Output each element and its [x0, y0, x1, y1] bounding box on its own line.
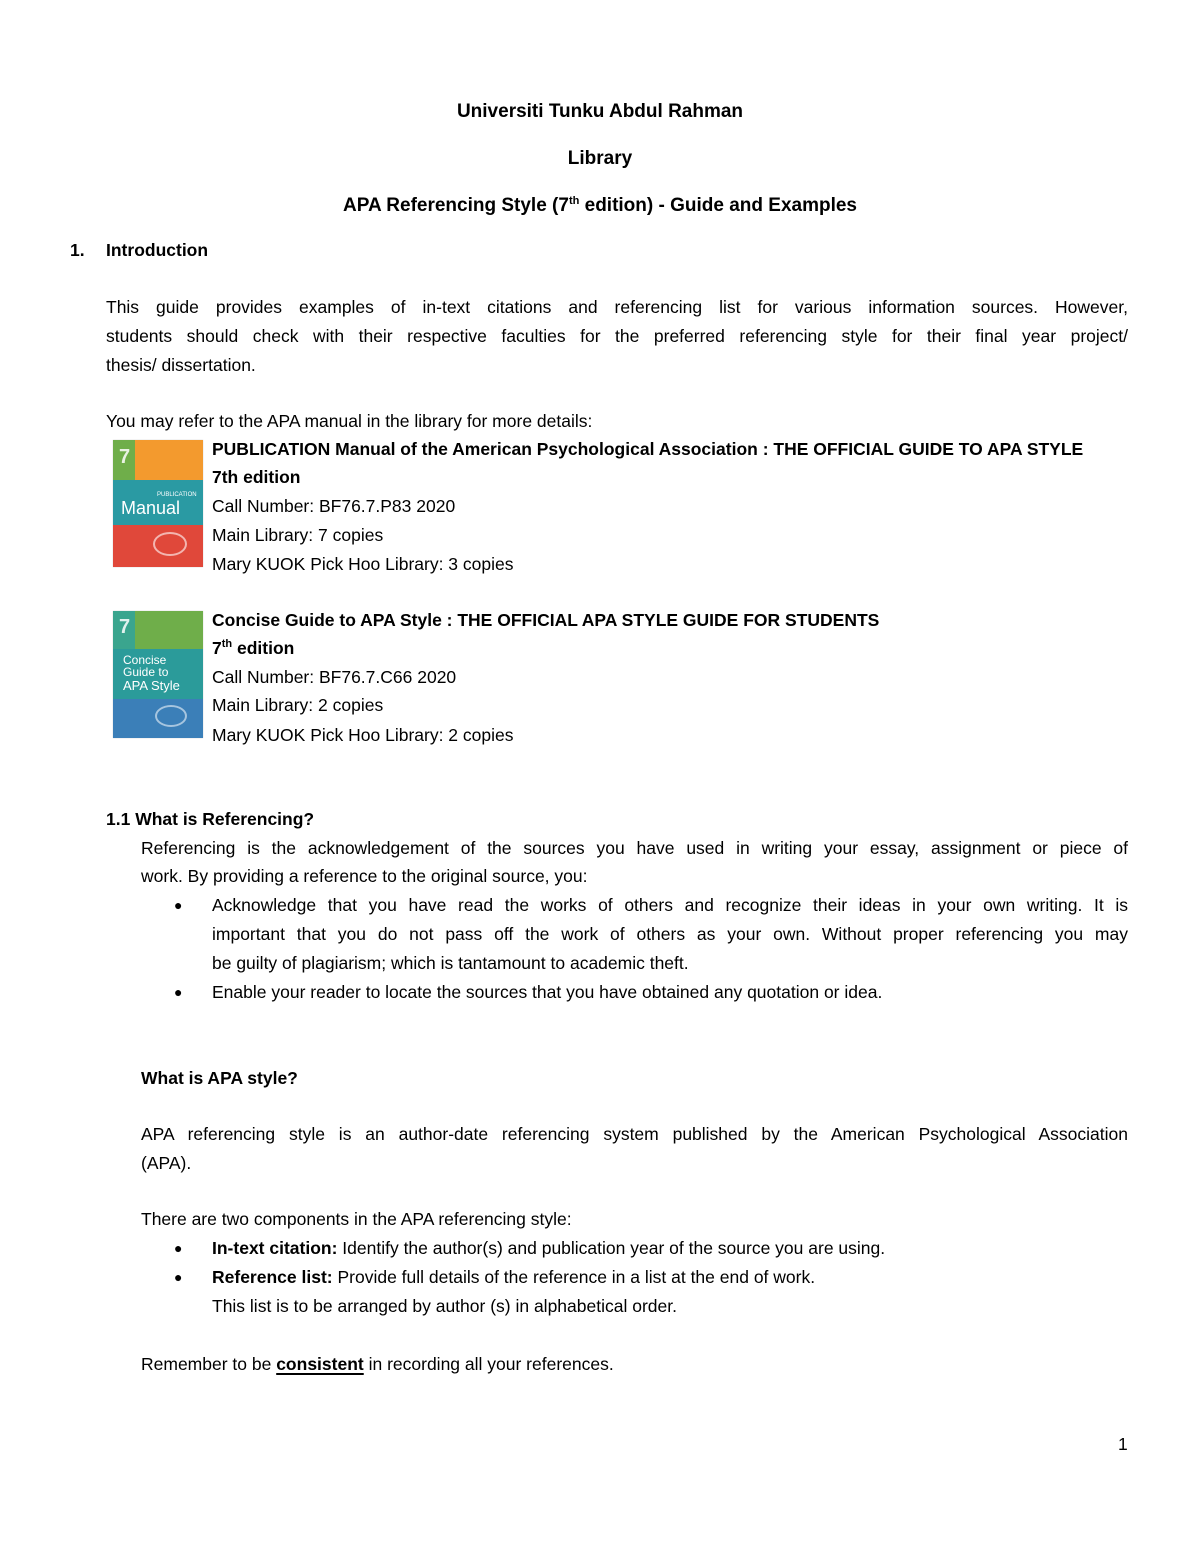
reference-list-line-2: This list is to be arranged by author (s) in alphabetical order. — [212, 1296, 677, 1316]
bullet-icon: ● — [174, 1269, 183, 1285]
library-title: Library — [567, 148, 633, 169]
book2-title: Concise Guide to APA Style : THE OFFICIAL APA STYLE GUIDE FOR STUDENTS — [212, 610, 880, 630]
book2-call-number: Call Number: BF76.7.C66 2020 — [212, 667, 457, 687]
intro-heading: Introduction — [106, 240, 209, 260]
referencing-bullet2: Enable your reader to locate the sources that you have obtained any quotation or idea. — [212, 982, 883, 1002]
referencing-heading: 1.1 What is Referencing? — [106, 809, 315, 829]
book1-main-library: Main Library: 7 copies — [212, 525, 384, 545]
book1-edition: 7th edition — [212, 467, 301, 487]
intro-para-line-1: This guide provides examples of in-text citations and referencing list for various information sources. However, — [106, 297, 1128, 317]
book2-main-library: Main Library: 2 copies — [212, 695, 384, 715]
consistent-emphasis: consistent — [276, 1354, 364, 1374]
book2-edition: 7th edition — [212, 638, 295, 658]
referencing-para-line-1: Referencing is the acknowledgement of the sources you have used in writing your essay, assignment or piece of — [141, 838, 1128, 858]
book1-call-number: Call Number: BF76.7.P83 2020 — [212, 496, 456, 516]
book1-kuok-library: Mary KUOK Pick Hoo Library: 3 copies — [212, 554, 514, 574]
intext-citation-item: In-text citation: Identify the author(s) and publication year of the source you are using. — [212, 1238, 886, 1258]
bullet-icon: ● — [174, 984, 183, 1000]
intro-number: 1. — [70, 240, 85, 260]
intro-para-line-2: students should check with their respective faculties for the preferred referencing style for their final year project/ — [106, 326, 1128, 346]
apa-style-heading: What is APA style? — [141, 1068, 298, 1088]
referencing-para-line-2: work. By providing a reference to the original source, you: — [141, 866, 588, 886]
concise-guide-cover-image: 7 Concise Guide to APA Style — [113, 611, 203, 738]
apa-style-para-line-2: (APA). — [141, 1153, 192, 1173]
bullet-icon: ● — [174, 1240, 183, 1256]
bullet-icon: ● — [174, 897, 183, 913]
document-title: APA Referencing Style (7th edition) - Guide and Examples — [343, 195, 857, 216]
remember-line: Remember to be consistent in recording all your references. — [141, 1354, 614, 1374]
apa-style-para-line-1: APA referencing style is an author-date referencing system published by the American Psychological Association — [141, 1124, 1128, 1144]
page-number: 1 — [1118, 1434, 1128, 1454]
referencing-bullet1-line-3: be guilty of plagiarism; which is tantamount to academic theft. — [212, 953, 689, 973]
manual-reference-line: You may refer to the APA manual in the library for more details: — [106, 411, 593, 431]
book2-kuok-library: Mary KUOK Pick Hoo Library: 2 copies — [212, 725, 514, 745]
reference-list-item: Reference list: Provide full details of the reference in a list at the end of work. — [212, 1267, 816, 1287]
referencing-bullet1-line-1: Acknowledge that you have read the works of others and recognize their ideas in your own writing. It is — [212, 895, 1128, 915]
intro-para-line-3: thesis/ dissertation. — [106, 355, 256, 375]
components-intro: There are two components in the APA referencing style: — [141, 1209, 572, 1229]
publication-manual-cover-image: 7 PUBLICATION Manual — [113, 440, 203, 567]
book1-title: PUBLICATION Manual of the American Psychological Association : THE OFFICIAL GUIDE TO APA STYLE — [212, 439, 1084, 459]
university-name: Universiti Tunku Abdul Rahman — [456, 101, 744, 122]
referencing-bullet1-line-2: important that you do not pass off the work of others as your own. Without proper referencing you may — [212, 924, 1128, 944]
